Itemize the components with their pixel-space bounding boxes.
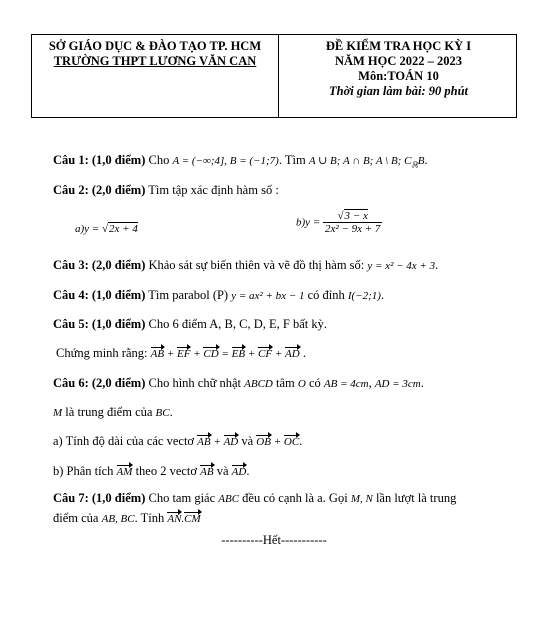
fraction: $\frac{√3 - x}{\text{2x² − 9x + 7}}$ (324, 210, 381, 235)
question-1: Câu 1: (1,0 điểm) Cho A = (−∞;4], B = (−1;7). Tìm A ∪ B; A ∩ B; A \ B; $C_ℝB$. (53, 153, 428, 170)
question-7-cont: điểm của AB, BC. Tính AN.CM (53, 511, 201, 525)
question-2a: a)y = √2x + 4 (75, 223, 138, 235)
header-school (32, 39, 278, 69)
question-6a: a) Tính độ dài của các vectơ AB + AD và OB + OC. (53, 434, 303, 448)
subject: Môn:TOÁN 10 (358, 69, 439, 83)
exam-header (31, 34, 517, 118)
question-6b: b) Phân tích AM theo 2 vectơ AB và AD. (53, 464, 250, 478)
department-name: SỞ GIÁO DỤC & ĐÀO TẠO TP. HCM (48, 39, 262, 53)
question-6: Câu 6: (2,0 điểm) Cho hình chữ nhật ABCD tâm O có AB = 4cm, AD = 3cm. (53, 376, 424, 390)
header-exam-info (279, 39, 518, 99)
question-5-proof: Chứng minh rằng: AB + EF + CD = EB + CF + AD . (56, 346, 306, 360)
time-limit: Thời gian làm bài: 90 phút (328, 84, 469, 98)
question-2: Câu 2: (2,0 điểm) Tìm tập xác định hàm số : (53, 183, 279, 197)
question-6-midpoint: M là trung điểm của BC. (53, 405, 173, 419)
end-marker: ----------Hết----------- (221, 533, 327, 547)
school-year: NĂM HỌC 2022 – 2023 (334, 54, 463, 68)
question-5: Câu 5: (1,0 điểm) Cho 6 điểm A, B, C, D, E, F bất kỳ. (53, 317, 327, 331)
school-name: TRƯỜNG THPT LƯƠNG VĂN CAN (53, 54, 257, 68)
exam-title: ĐỀ KIỂM TRA HỌC KỲ I (325, 39, 472, 53)
question-2b: b)y = $\frac{√3 - x}{\text{2x² − 9x + 7}}$ (296, 210, 381, 235)
question-4: Câu 4: (1,0 điểm) Tìm parabol (P) y = ax² + bx − 1 có đỉnh I(−2;1). (53, 288, 385, 302)
question-7: Câu 7: (1,0 điểm) Cho tam giác ABC đều có cạnh là a. Gọi M, N lần lượt là trung (53, 491, 457, 505)
question-3: Câu 3: (2,0 điểm) Khảo sát sự biến thiên và vẽ đồ thị hàm số: y = x² − 4x + 3. (53, 258, 439, 272)
